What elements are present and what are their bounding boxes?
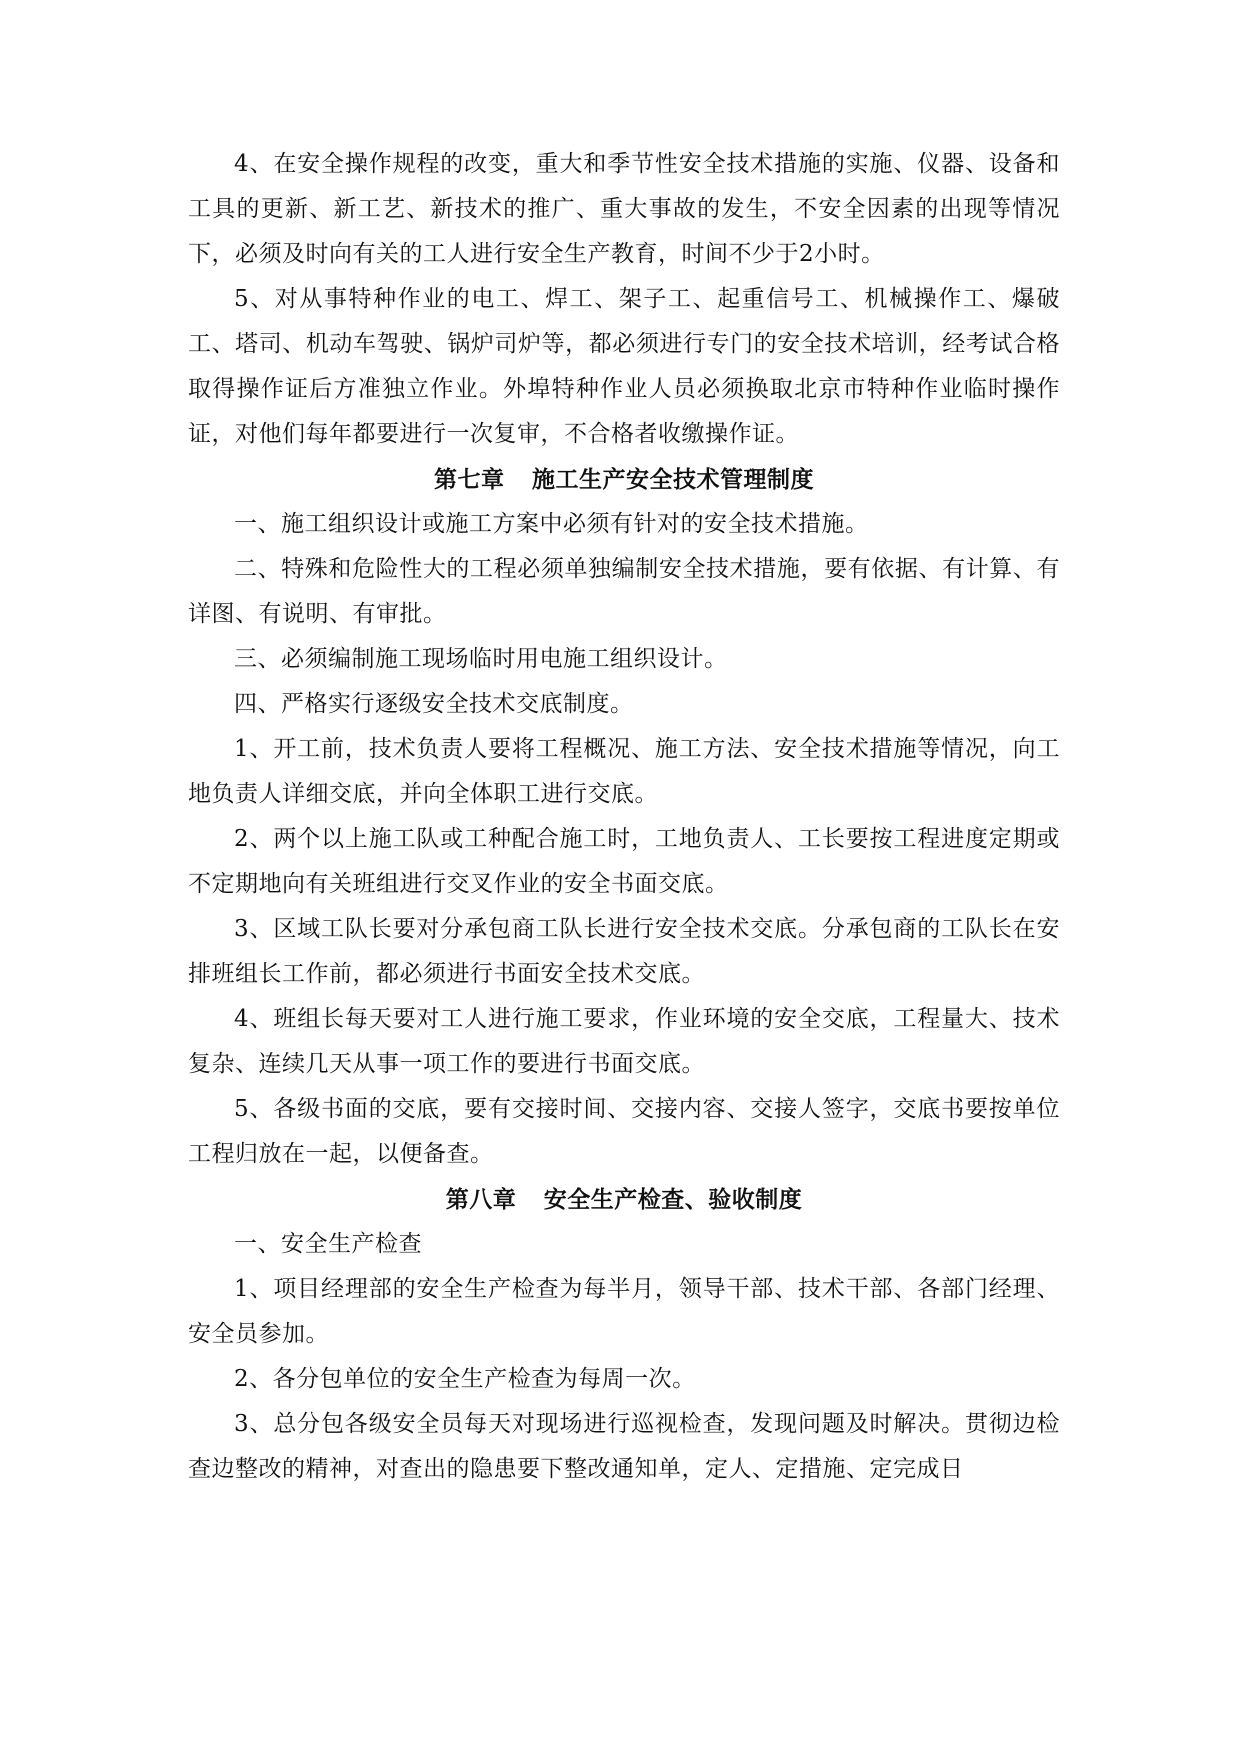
paragraph-disclosure-4: 4、班组长每天要对工人进行施工要求，作业环境的安全交底，工程量大、技术复杂、连续几天从事一项工作的要进行书面交底。 [188,1006,1060,1077]
paragraph-inspection-2: 2、各分包单位的安全生产检查为每周一次。 [234,1366,696,1392]
paragraph-section-3: 三、必须编制施工现场临时用电施工组织设计。 [234,646,728,672]
chapter-7-title: 施工生产安全技术管理制度 [532,466,815,493]
paragraph-section-2: 二、特殊和危险性大的工程必须单独编制安全技术措施，要有依据、有计算、有详图、有说明、有审批。 [188,556,1060,627]
paragraph-disclosure-5: 5、各级书面的交底，要有交接时间、交接内容、交接人签字，交底书要按单位工程归放在一起，以便备查。 [188,1096,1060,1167]
paragraph-disclosure-1: 1、开工前，技术负责人要将工程概况、施工方法、安全技术措施等情况，向工地负责人详细交底，并向全体职工进行交底。 [188,736,1060,807]
chapter-8-title: 安全生产检查、验收制度 [543,1186,803,1213]
paragraph-disclosure-2: 2、两个以上施工队或工种配合施工时，工地负责人、工长要按工程进度定期或不定期地向有关班组进行交叉作业的安全书面交底。 [188,826,1060,897]
paragraph-item-5-special-operations: 5、对从事特种作业的电工、焊工、架子工、起重信号工、机械操作工、爆破工、塔司、机动车驾驶、锅炉司炉等，都必须进行专门的安全技术培训，经考试合格取得操作证后方准独立作业。外埠特种作业人员必须换取北京市特种作业临时操作证，对他们每年都要进行一次复审，不合格者收缴操作证。 [188,286,1060,447]
document-page [188,142,1060,1492]
paragraph-section-1: 一、施工组织设计或施工方案中必须有针对的安全技术措施。 [234,511,869,537]
chapter-7-heading [188,457,1060,502]
paragraph-inspection-1: 1、项目经理部的安全生产检查为每半月，领导干部、技术干部、各部门经理、安全员参加。 [188,1276,1060,1347]
paragraph-item-4-training: 4、在安全操作规程的改变，重大和季节性安全技术措施的实施、仪器、设备和工具的更新、新工艺、新技术的推广、重大事故的发生，不安全因素的出现等情况下，必须及时向有关的工人进行安全生产教育，时间不少于2小时。 [188,151,1060,267]
chapter-8-heading [188,1177,1060,1222]
paragraph-disclosure-3: 3、区域工队长要对分承包商工队长进行安全技术交底。分承包商的工队长在安排班组长工作前，都必须进行书面安全技术交底。 [188,916,1060,987]
paragraph-inspection-heading: 一、安全生产检查 [234,1231,422,1257]
paragraph-inspection-3: 3、总分包各级安全员每天对现场进行巡视检查，发现问题及时解决。贯彻边检查边整改的精神，对查出的隐患要下整改通知单，定人、定措施、定完成日 [188,1411,1060,1482]
chapter-7-number: 第七章 [433,466,505,493]
chapter-8-number: 第八章 [445,1186,517,1213]
paragraph-section-4: 四、严格实行逐级安全技术交底制度。 [234,691,634,717]
